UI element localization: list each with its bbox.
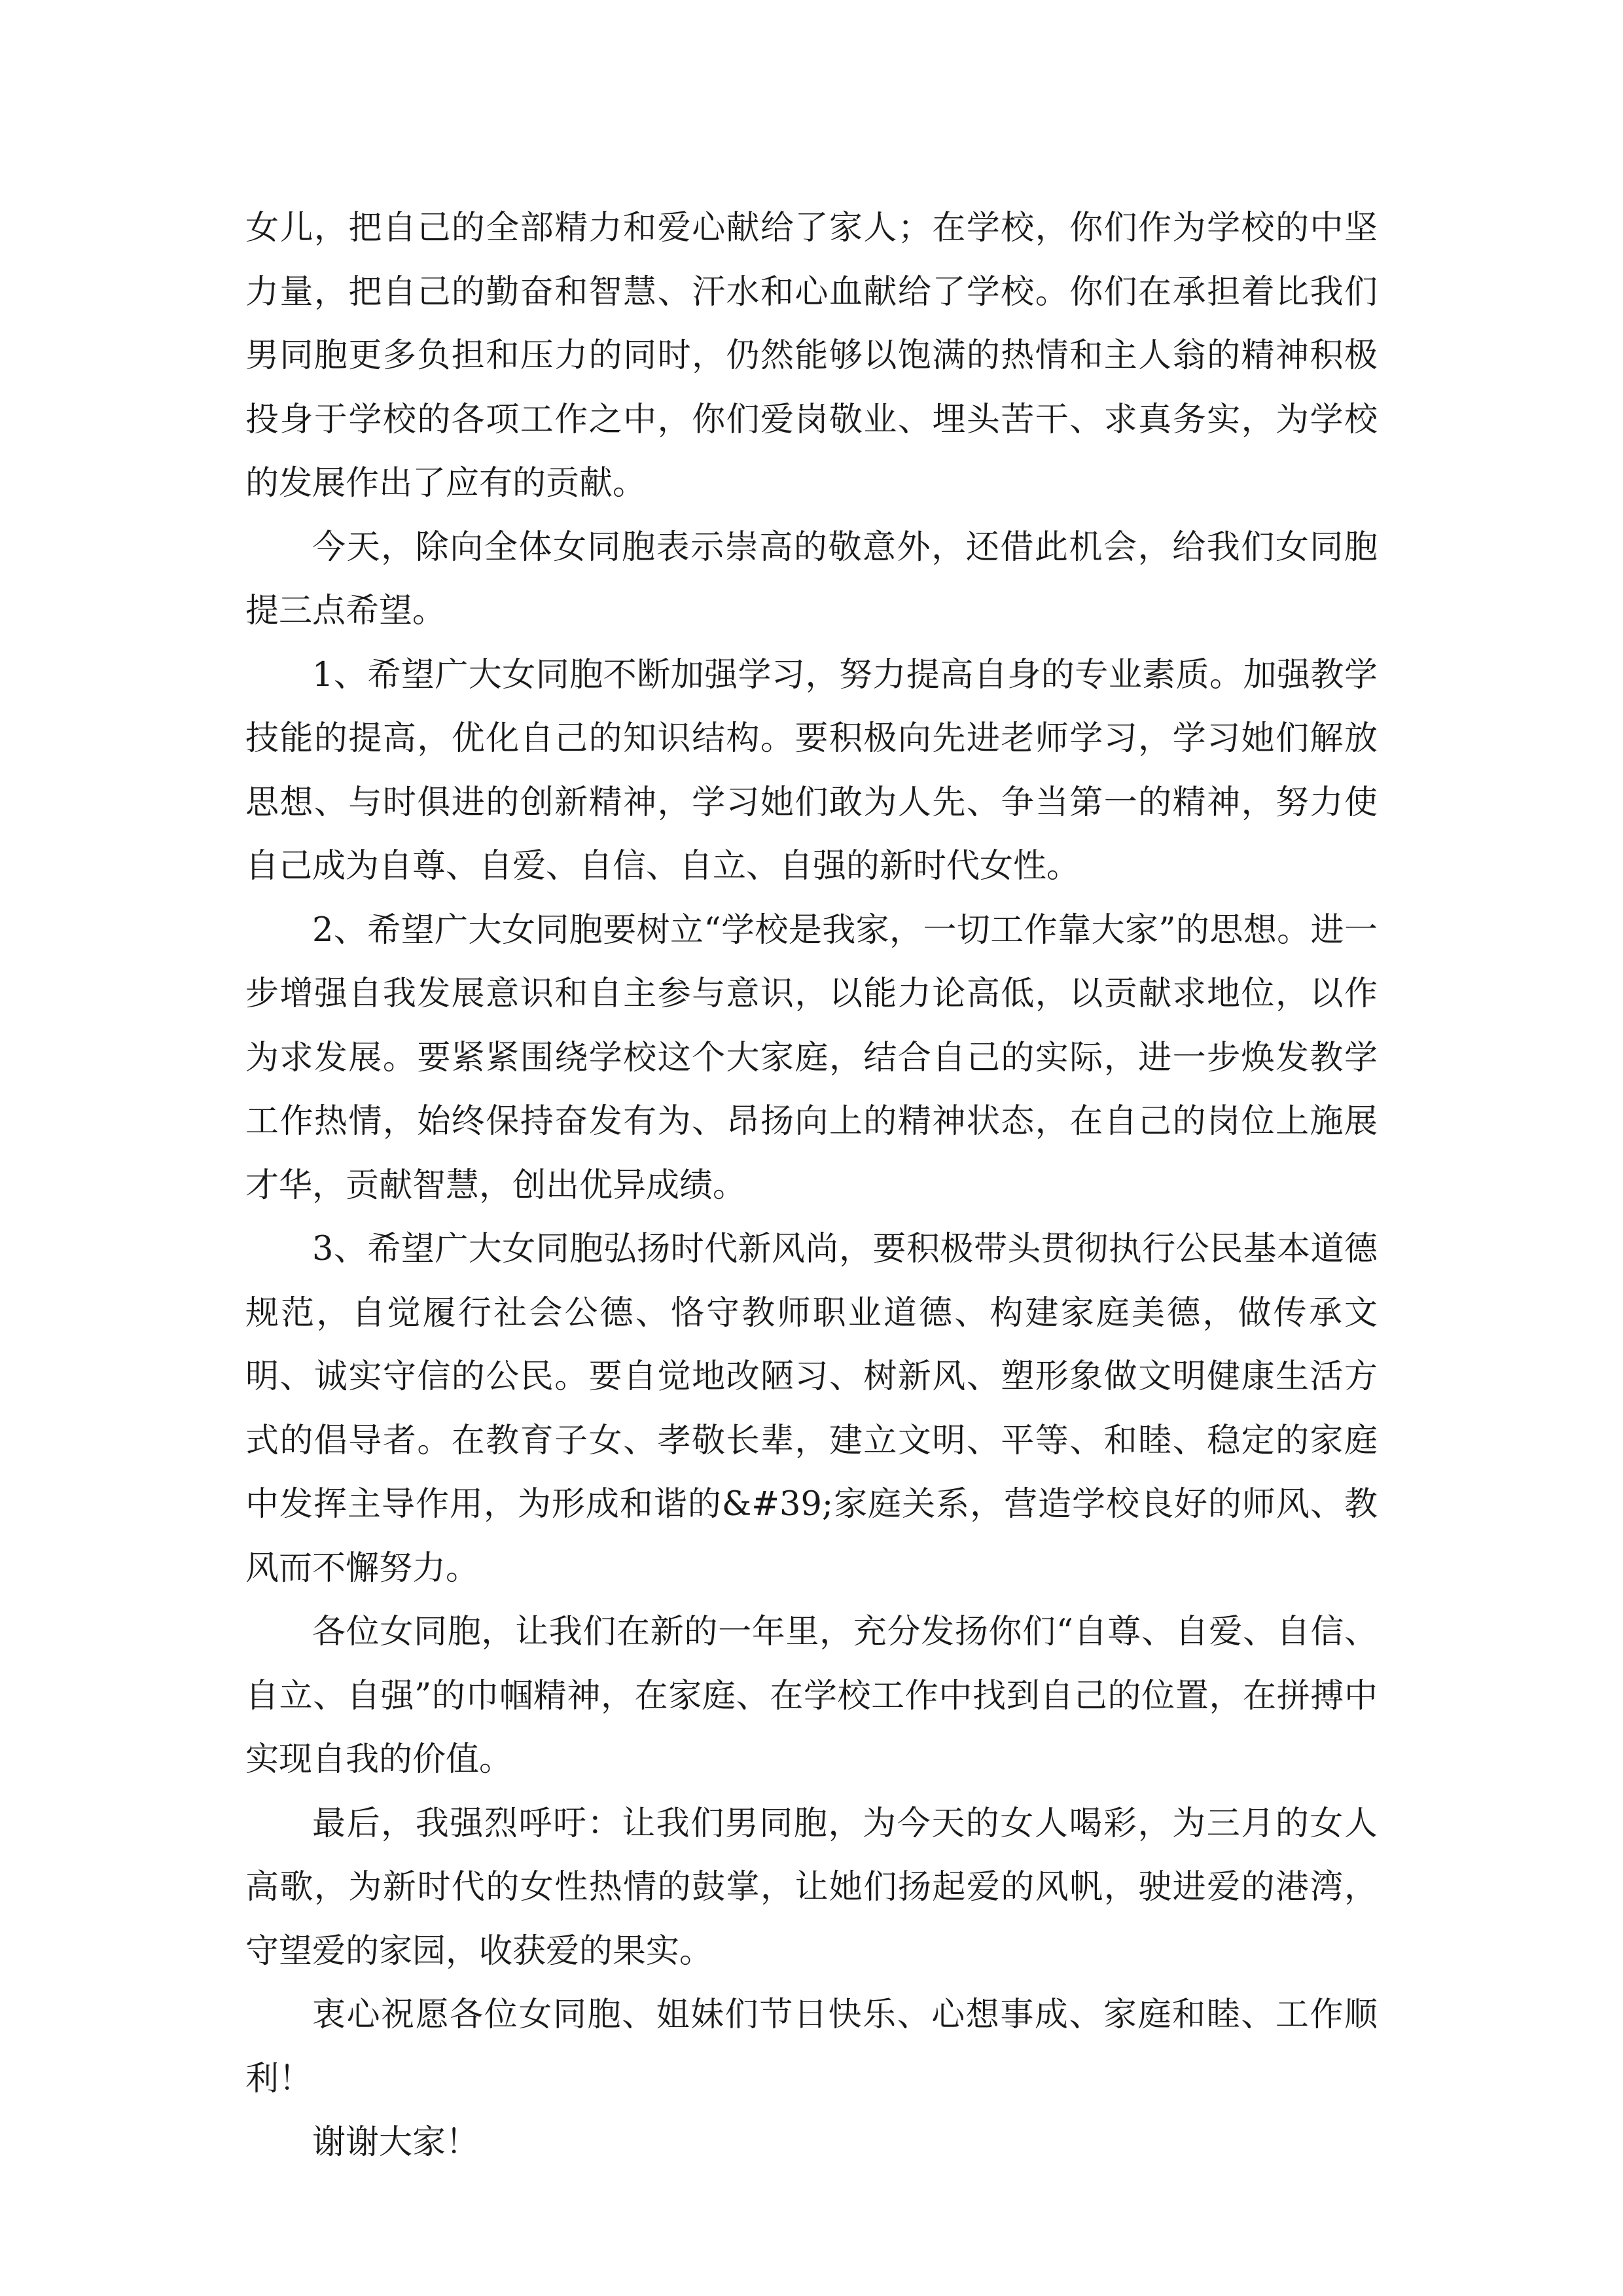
paragraph-hope-1: 1、希望广大女同胞不断加强学习，努力提高自身的专业素质。加强教学技能的提高，优化自己的知识结构。要积极向先进老师学习，学习她们解放思想、与时俱进的创新精神，学习她们敢为人先、争当第一的精神，努力使自己成为自尊、自爱、自信、自立、自强的新时代女性。 <box>245 655 1378 886</box>
paragraph-spirit: 各位女同胞，让我们在新的一年里，充分发扬你们“自尊、自爱、自信、自立、自强”的巾帼精神，在家庭、在学校工作中找到自己的位置，在拼搏中实现自我的价值。 <box>245 1613 1378 1779</box>
paragraph-hope-2: 2、希望广大女同胞要树立“学校是我家，一切工作靠大家”的思想。进一步增强自我发展意识和自主参与意识，以能力论高低，以贡献求地位，以作为求发展。要紧紧围绕学校这个大家庭，结合自己的实际，进一步焕发教学工作热情，始终保持奋发有为、昂扬向上的精神状态，在自己的岗位上施展才华，贡献智慧，创出优异成绩。 <box>245 910 1378 1205</box>
paragraph-appeal: 最后，我强烈呼吁：让我们男同胞，为今天的女人喝彩，为三月的女人高歌，为新时代的女性热情的鼓掌，让她们扬起爱的风帆，驶进爱的港湾，守望爱的家园，收获爱的果实。 <box>245 1804 1378 1971</box>
paragraph-hope-3: 3、希望广大女同胞弘扬时代新风尚，要积极带头贯彻执行公民基本道德规范，自觉履行社会公德、恪守教师职业道德、构建家庭美德，做传承文明、诚实守信的公民。要自觉地改陋习、树新风、塑形象做文明健康生活方式的倡导者。在教育子女、孝敬长辈，建立文明、平等、和睦、稳定的家庭中发挥主导作用，为形成和谐的&#39;家庭关系，营造学校良好的师风、教风而不懈努力。 <box>245 1230 1378 1588</box>
document-body <box>245 196 1378 2175</box>
paragraph-three-hopes-intro: 今天，除向全体女同胞表示崇高的敬意外，还借此机会，给我们女同胞提三点希望。 <box>245 528 1378 630</box>
paragraph-contributions: 女儿，把自己的全部精力和爱心献给了家人；在学校，你们作为学校的中坚力量，把自己的勤奋和智慧、汗水和心血献给了学校。你们在承担着比我们男同胞更多负担和压力的同时，仍然能够以饱满的热情和主人翁的精神积极投身于学校的各项工作之中，你们爱岗敬业、埋头苦干、求真务实，为学校的发展作出了应有的贡献。 <box>245 209 1378 503</box>
paragraph-thanks: 谢谢大家！ <box>312 2123 480 2162</box>
paragraph-wishes: 衷心祝愿各位女同胞、姐妹们节日快乐、心想事成、家庭和睦、工作顺利！ <box>245 1996 1378 2098</box>
